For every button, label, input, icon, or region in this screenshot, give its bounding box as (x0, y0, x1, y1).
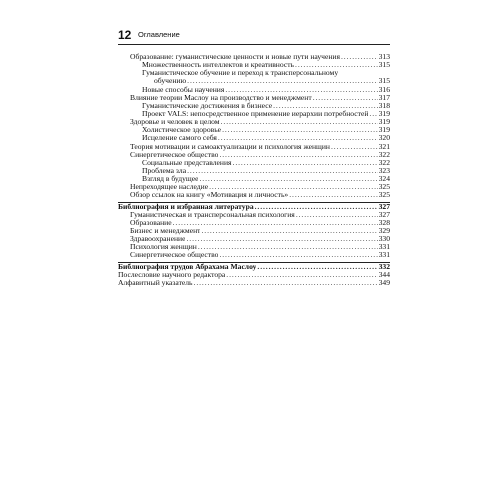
toc-entry-title: Непреходящее наследие (130, 183, 209, 192)
toc-entry-title: Гуманистическое обучение и переход к трансперсональному (142, 69, 339, 78)
toc-leader-dots (226, 271, 377, 279)
toc-entry (118, 235, 390, 243)
toc-entry-title: Библиография и избранная литература (118, 202, 254, 211)
toc-entry-page: 317 (378, 92, 390, 102)
toc-entry-title: Исцеление самого себя (142, 134, 217, 143)
toc-entry (118, 191, 390, 199)
toc-entry (118, 243, 390, 251)
toc-entry-title: Проект VALS: непосредственное применение иерархии потребностей (142, 109, 369, 118)
toc-entry-page: 323 (378, 165, 390, 175)
toc-entry-page: 344 (378, 269, 390, 279)
toc-entry-title: Социальные представления (142, 158, 232, 167)
toc-entry-title: Множественность интеллектов и креативность (142, 61, 295, 70)
toc-entry (118, 134, 390, 142)
toc-entry-title: Здравоохранение (130, 235, 186, 244)
page-number: 12 (118, 28, 132, 42)
toc-entry (118, 53, 390, 61)
toc-entry-title: Гуманистическая и трансперсональная психология (130, 210, 295, 219)
toc-leader-dots (209, 183, 378, 191)
toc-entry (118, 143, 390, 151)
toc-entry-page: 324 (378, 174, 390, 184)
toc-entry (118, 126, 390, 134)
toc-leader-dots (186, 235, 377, 243)
toc-entry (118, 183, 390, 191)
toc-leader-dots (255, 203, 378, 211)
toc-entry-page: 327 (378, 201, 390, 211)
toc-leader-dots (341, 53, 378, 61)
toc-entry (118, 110, 390, 118)
toc-entry-page: 329 (378, 225, 390, 235)
toc-entry-title: Синергетическое общество (130, 251, 219, 260)
toc-leader-dots (187, 77, 377, 85)
toc-leader-dots (295, 61, 378, 69)
toc-entry (118, 151, 390, 159)
toc-leader-dots (173, 219, 378, 227)
toc-entry-title: Алфавитный указатель (118, 278, 193, 287)
toc-entry (118, 211, 390, 219)
toc-entry-title: Взгляд в будущее (142, 175, 199, 184)
toc-leader-dots (194, 279, 378, 287)
toc-entry (118, 262, 390, 271)
toc-entry-title: Образование (130, 218, 172, 227)
toc-entry (118, 159, 390, 167)
toc-leader-dots (233, 159, 378, 167)
toc-leader-dots (201, 227, 377, 235)
toc-entry-title: Обзор ссылок на книгу «Мотивация и личность» (130, 191, 289, 200)
toc-entry-title: Синергетическое общество (130, 150, 219, 159)
toc-entry (118, 118, 390, 126)
toc-entry-page: 316 (378, 84, 390, 94)
running-title: Оглавление (138, 30, 180, 39)
toc-entry-page: 331 (378, 242, 390, 252)
toc-entry-title: Послесловие научного редактора (118, 270, 226, 279)
toc-entry-page: 320 (378, 133, 390, 143)
toc-entry (118, 251, 390, 259)
toc-entry-page: 325 (378, 190, 390, 200)
page-header (118, 30, 390, 45)
toc-entry-page: 313 (378, 51, 390, 61)
toc-entry (118, 94, 390, 102)
toc-entry (118, 227, 390, 235)
toc-leader-dots (257, 263, 377, 271)
toc-entry (118, 86, 390, 94)
toc-leader-dots (221, 118, 378, 126)
toc-entry (118, 279, 390, 287)
toc-entry-title: Холистическое здоровье (142, 126, 222, 135)
toc-entry-page: 331 (378, 250, 390, 260)
toc-entry-title: Новые способы научения (142, 85, 225, 94)
toc-leader-dots (313, 94, 378, 102)
toc-entry-title: Образование: гуманистические ценности и новые пути научения (130, 52, 340, 61)
toc-entry-title: Бизнес и менеджмент (130, 226, 201, 235)
table-of-contents (118, 53, 390, 287)
toc-entry-page: 319 (378, 117, 390, 127)
toc-entry-page: 328 (378, 217, 390, 227)
toc-leader-dots (199, 175, 377, 183)
toc-leader-dots (289, 191, 377, 199)
toc-entry-page: 318 (378, 100, 390, 110)
toc-entry (118, 77, 390, 85)
toc-leader-dots (296, 211, 378, 219)
toc-entry-title: обучению (154, 77, 187, 86)
toc-entry-page: 330 (378, 234, 390, 244)
toc-leader-dots (198, 243, 378, 251)
toc-leader-dots (225, 86, 377, 94)
toc-entry-page: 349 (378, 277, 390, 287)
toc-leader-dots (273, 102, 378, 110)
toc-leader-dots (369, 110, 377, 118)
toc-leader-dots (218, 134, 378, 142)
toc-entry (118, 219, 390, 227)
toc-entry-page: 319 (378, 108, 390, 118)
toc-entry-page: 315 (378, 76, 390, 86)
toc-entry-page: 321 (378, 141, 390, 151)
toc-entry-title: Библиография трудов Абрахама Маслоу (118, 262, 257, 271)
toc-entry-page: 319 (378, 125, 390, 135)
toc-leader-dots (187, 167, 378, 175)
toc-entry (118, 69, 390, 77)
toc-entry-title: Гуманистические достижения в бизнесе (142, 101, 273, 110)
toc-entry (118, 202, 390, 211)
toc-entry-title: Влияние теории Маслоу на производство и менеджмент (130, 93, 312, 102)
toc-entry-page: 315 (378, 60, 390, 70)
toc-entry-page: 332 (378, 261, 390, 271)
toc-entry (118, 61, 390, 69)
toc-entry-page: 327 (378, 209, 390, 219)
toc-leader-dots (222, 126, 378, 134)
toc-entry-title: Теория мотивации и самоактуализации и психология женщин (130, 142, 330, 151)
toc-entry (118, 271, 390, 279)
toc-entry-title: Здоровье и человек в целом (130, 118, 220, 127)
toc-leader-dots (219, 251, 377, 259)
toc-entry (118, 175, 390, 183)
toc-entry-page: 322 (378, 149, 390, 159)
toc-entry-title: Психология женщин (130, 243, 197, 252)
toc-entry-page: 325 (378, 182, 390, 192)
toc-entry (118, 167, 390, 175)
toc-entry (118, 102, 390, 110)
toc-leader-dots (331, 143, 378, 151)
toc-entry-page: 322 (378, 157, 390, 167)
toc-leader-dots (219, 151, 377, 159)
toc-entry-title: Проблема зла (142, 166, 187, 175)
